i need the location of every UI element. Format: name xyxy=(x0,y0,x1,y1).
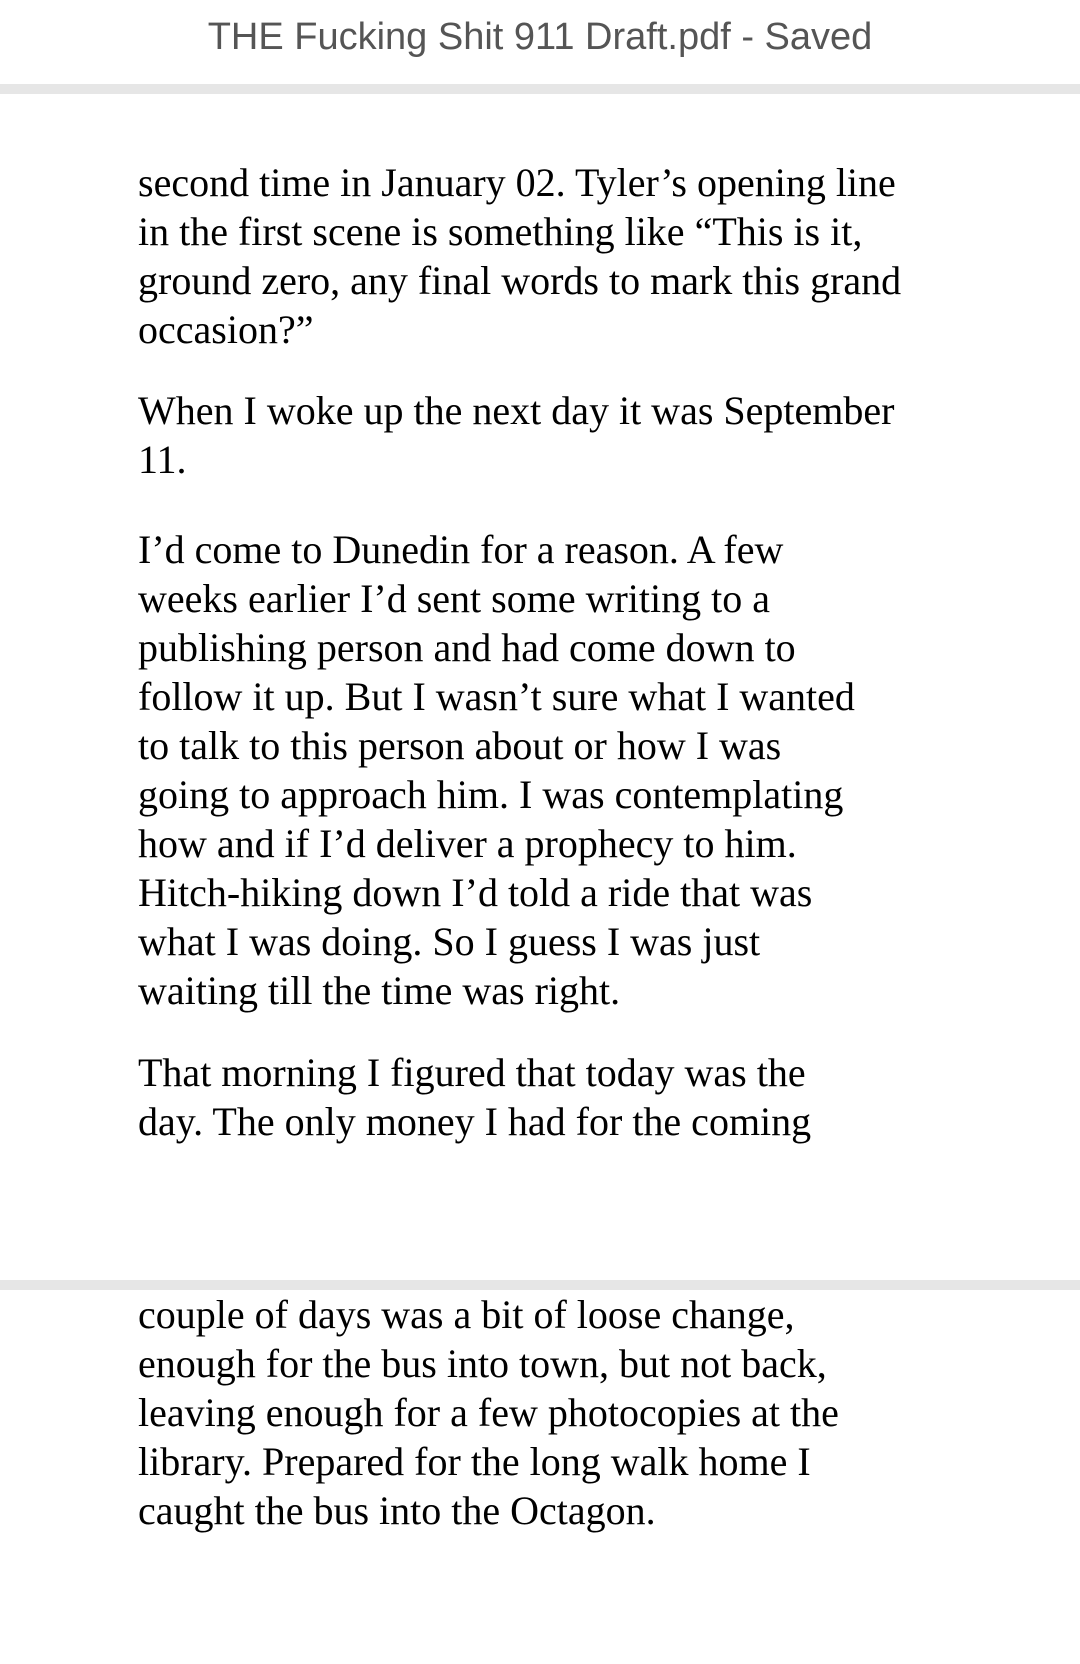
paragraph: second time in January 02. Tyler’s opening line in the first scene is something like “This is it, ground zero, any final words to mark this grand occasion?” xyxy=(138,160,902,352)
title-bar xyxy=(0,0,1080,84)
paragraph: When I woke up the next day it was September 11. xyxy=(138,388,895,482)
page-divider xyxy=(0,1280,1080,1290)
document-title: THE Fucking Shit 911 Draft.pdf - Saved xyxy=(207,16,873,58)
pdf-page-2[interactable] xyxy=(0,1290,1080,1664)
paragraph: I’d come to Dunedin for a reason. A few weeks earlier I’d sent some writing to a publishing person and had come down to follow it up. But I wasn’t sure what I wanted to talk to this person about or how I was going to approach him. I was contemplating how and if I’d deliver a prophecy to him. Hitch-hiking down I’d told a ride that was what I was doing. So I guess I was just waiting till the time was right. xyxy=(138,527,855,1013)
page-divider xyxy=(0,84,1080,94)
paragraph: That morning I figured that today was the day. The only money I had for the coming xyxy=(138,1050,812,1144)
paragraph: couple of days was a bit of loose change, enough for the bus into town, but not back, leaving enough for a few photocopies at the library. Prepared for the long walk home I caught the bus into the Octagon. xyxy=(138,1292,839,1533)
pdf-page-1[interactable] xyxy=(0,94,1080,1280)
